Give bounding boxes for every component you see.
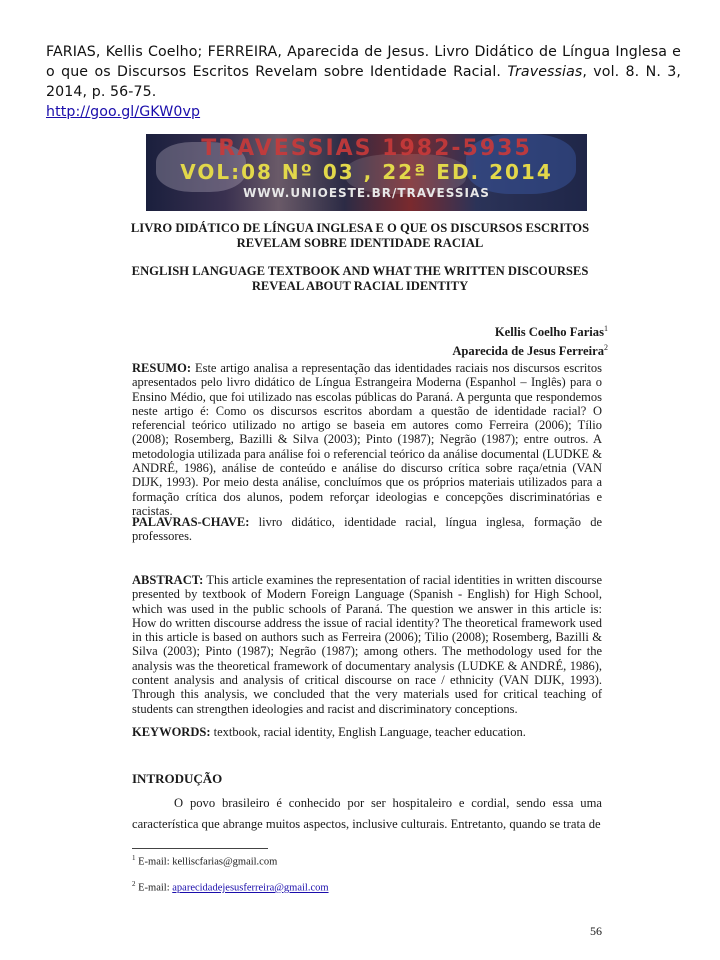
title-pt-line-1: LIVRO DIDÁTICO DE LÍNGUA INGLESA E O QUE OS DISCURSOS ESCRITOS — [130, 221, 590, 235]
abstract-paragraph — [132, 573, 602, 716]
title-pt-line-2: REVELAM SOBRE IDENTIDADE RACIAL — [236, 236, 484, 250]
title-portuguese — [100, 221, 620, 251]
footnote-1-mark: 1 — [132, 854, 136, 862]
resumo-paragraph — [132, 361, 602, 518]
authors — [452, 321, 608, 359]
intro-text: O povo brasileiro é conhecido por ser hospitaleiro e cordial, sendo essa uma característica que abrange muitos aspectos, inclusive culturais. Entretanto, quando se trata de — [132, 796, 602, 831]
author-2 — [452, 340, 608, 359]
author-2-name: Aparecida de Jesus Ferreira — [452, 344, 604, 359]
resumo-label: RESUMO: — [132, 361, 192, 375]
palavras-label: PALAVRAS-CHAVE: — [132, 515, 250, 529]
intro-paragraph — [132, 793, 602, 835]
footnote-1-email: kelliscfarias@gmail.com — [172, 856, 278, 868]
author-1-name: Kellis Coelho Farias — [494, 325, 604, 340]
abstract-text: This article examines the representation of racial identities in written discourse presented by textbook of Modern Foreign Language (Spanish - English) for High School, which was used in the public schools of Paraná. The question we answer in this article is: How do written discourse address the issue of racial identity? The theoretical framework used in this article is based on authors such as Ferreira (2006); Tilio (2008); Rosemberg, Bazilli & Silva (2003); Pinto (1987); Negrão (1987); among others. The methodology used for the analysis was the theoretical framework of documentary analysis (LUDKE & ANDRÉ, 1986), content analysis and analysis of critical discourse on race / ethnicity (VAN DIJK, 1993). Through this analysis, we concluded that the very materials used for critical teaching of students can strengthen ideologies and racist and discriminatory conceptions. — [132, 573, 602, 716]
title-english — [100, 264, 620, 294]
keywords-label: KEYWORDS: — [132, 725, 211, 739]
keywords-paragraph — [132, 725, 602, 739]
footnote-1 — [132, 854, 277, 868]
title-en-line-1: ENGLISH LANGUAGE TEXTBOOK AND WHAT THE WRITTEN DISCOURSES — [131, 264, 589, 278]
keywords-text: textbook, racial identity, English Language, teacher education. — [210, 725, 526, 739]
banner-title: TRAVESSIAS 1982-5935 — [201, 136, 532, 161]
footnote-2-email-link[interactable]: aparecidadejesusferreira@gmail.com — [172, 882, 329, 894]
author-2-mark: 2 — [604, 343, 608, 353]
footnote-divider — [132, 848, 268, 849]
citation-details: , vol. 8. N. 3, 2014, p. 56-75. — [46, 64, 681, 100]
author-1 — [452, 321, 608, 340]
journal-banner — [146, 134, 587, 211]
palavras-text: livro didático, identidade racial, língua inglesa, formação de professores. — [132, 515, 602, 544]
page-number: 56 — [590, 924, 602, 938]
citation-link[interactable]: http://goo.gl/GKW0vp — [46, 104, 201, 120]
title-en-line-2: REVEAL ABOUT RACIAL IDENTITY — [251, 279, 469, 293]
footnote-2-label: E-mail: — [135, 882, 173, 894]
citation — [46, 42, 681, 122]
banner-url: WWW.UNIOESTE.BR/TRAVESSIAS — [243, 186, 490, 200]
resumo-text: Este artigo analisa a representação das identidades raciais nos discursos escritos apresentados pelo livro didático de Língua Estrangeira Moderna (Espanhol – Inglês) para o Ensino Médio, que foi utilizado nas escolas públicas do Paraná. A pergunta que respondemos neste artigo é: Como os discursos escritos abordam a questão de identidade racial? O referencial teórico utilizado no artigo se baseia em autores como Ferreira (2006); Tílio (2008); Rosemberg, Bazilli & Silva (2003); Pinto (1987); Negrão (1987); entre outros. A metodologia utilizada para análise foi o referencial teórico da análise documental (LUDKE & ANDRÉ, 1986), análise de conteúdo e análise do discurso crítica sobre raça/etnia (VAN DIJK, 1993). Por meio desta análise, concluímos que os próprios materiais utilizados para a formação crítica dos alunos, podem reforçar ideologias e concepções discriminatórias e racistas. — [132, 361, 602, 518]
abstract-label: ABSTRACT: — [132, 573, 204, 587]
citation-journal: Travessias — [507, 64, 583, 80]
palavras-chave-paragraph — [132, 515, 602, 544]
footnote-1-label: E-mail: — [135, 856, 173, 868]
citation-text: FARIAS, Kellis Coelho; FERREIRA, Aparecida de Jesus. Livro Didático de Língua Inglesa e o que os Discursos Escritos Revelam sobre Identidade Racial. — [46, 44, 681, 80]
banner-volume: VOL:08 Nº 03 , 22ª ED. 2014 — [180, 160, 553, 184]
footnote-2-mark: 2 — [132, 880, 136, 888]
footnote-2 — [132, 880, 329, 894]
author-1-mark: 1 — [604, 324, 608, 333]
intro-heading: INTRODUÇÃO — [132, 771, 223, 786]
